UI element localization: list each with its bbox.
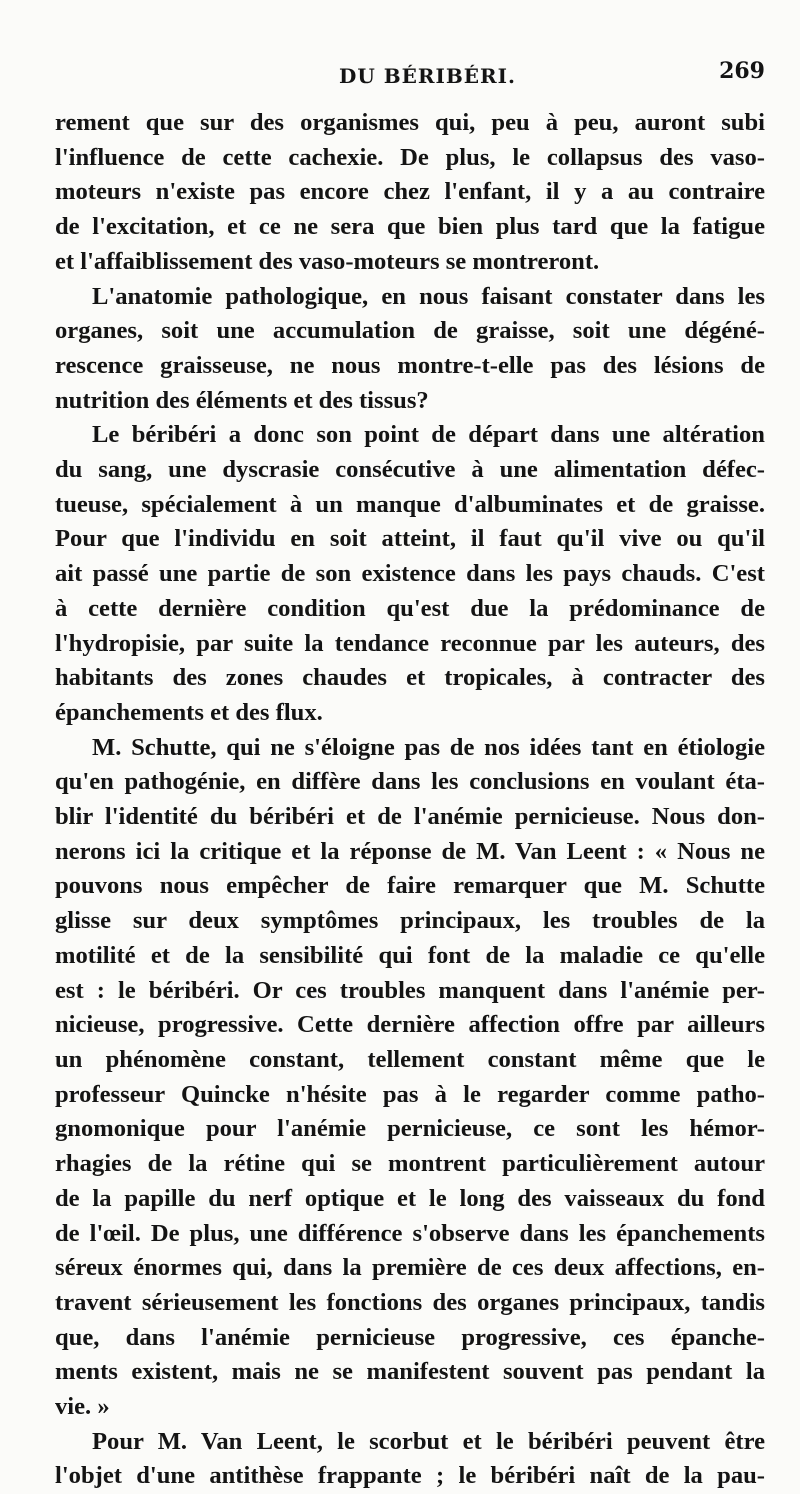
text-line: ait passé une partie de son existence dans les pays chauds. C'est [55, 560, 765, 588]
text-line: l'influence de cette cachexie. De plus, le collapsus des vaso- [55, 143, 765, 171]
text-line: professeur Quincke n'hésite pas à le regarder comme patho- [55, 1080, 765, 1108]
text-line: habitants des zones chaudes et tropicales, à contracter des [55, 664, 765, 692]
text-line: de la papille du nerf optique et le long des vaisseaux du fond [55, 1184, 765, 1212]
text-line: organes, soit une accumulation de graisse, soit une dégéné- [55, 317, 765, 345]
text-line: rement que sur des organismes qui, peu à peu, auront subi [55, 109, 765, 136]
text-line: est : le béribéri. Or ces troubles manquent dans l'anémie per- [55, 976, 765, 1004]
text-line: ments existent, mais ne se manifestent souvent pas pendant la [55, 1358, 765, 1386]
page-number: 269 [719, 58, 765, 84]
text-line: épanchements et des flux. [55, 698, 323, 726]
running-title: DU BÉRIBÉRI. [339, 64, 516, 88]
text-line: de l'excitation, et ce ne sera que bien plus tard que la fatigue [55, 213, 765, 241]
text-line: à cette dernière condition qu'est due la prédominance de [55, 594, 765, 622]
text-line: l'objet d'une antithèse frappante ; le béribéri naît de la pau- [55, 1462, 765, 1490]
text-line: nerons ici la critique et la réponse de M. Van Leent : « Nous ne [55, 837, 765, 865]
text-line: Pour que l'individu en soit atteint, il faut qu'il vive ou qu'il [55, 525, 765, 553]
text-line: vie. » [55, 1393, 110, 1421]
text-line: nutrition des éléments et des tissus? [55, 386, 429, 414]
body-text [55, 106, 765, 1494]
text-line: que, dans l'anémie pernicieuse progressive, ces épanche- [55, 1323, 765, 1351]
text-line: Le béribéri a donc son point de départ dans une altération [92, 421, 765, 449]
text-line: Pour M. Van Leent, le scorbut et le béribéri peuvent être [92, 1427, 765, 1455]
text-line: moteurs n'existe pas encore chez l'enfant, il y a au contraire [55, 178, 765, 206]
text-line: glisse sur deux symptômes principaux, les troubles de la [55, 907, 765, 935]
text-line: rescence graisseuse, ne nous montre-t-elle pas des lésions de [55, 351, 765, 379]
text-line: et l'affaiblissement des vaso-moteurs se montreront. [55, 247, 600, 275]
text-line: pouvons nous empêcher de faire remarquer que M. Schutte [55, 872, 765, 900]
page-header [55, 58, 770, 98]
text-line: blir l'identité du béribéri et de l'anémie pernicieuse. Nous don- [55, 803, 765, 831]
text-line: L'anatomie pathologique, en nous faisant constater dans les [92, 282, 765, 310]
text-line: nicieuse, progressive. Cette dernière affection offre par ailleurs [55, 1011, 765, 1039]
text-line: un phénomène constant, tellement constant même que le [55, 1045, 765, 1073]
text-line: motilité et de la sensibilité qui font de la maladie ce qu'elle [55, 941, 765, 969]
text-line: l'hydropisie, par suite la tendance reconnue par les auteurs, des [55, 629, 765, 657]
text-line: rhagies de la rétine qui se montrent particulièrement autour [55, 1150, 765, 1178]
text-line: séreux énormes qui, dans la première de ces deux affections, en- [55, 1254, 765, 1282]
text-line: gnomonique pour l'anémie pernicieuse, ce sont les hémor- [55, 1115, 765, 1143]
text-line: de l'œil. De plus, une différence s'observe dans les épanchements [55, 1219, 765, 1247]
text-line: M. Schutte, qui ne s'éloigne pas de nos idées tant en étiologie [92, 733, 765, 761]
text-line: travent sérieusement les fonctions des organes principaux, tandis [55, 1288, 765, 1316]
text-line: tueuse, spécialement à un manque d'albuminates et de graisse. [55, 490, 765, 518]
text-line: qu'en pathogénie, en diffère dans les conclusions en voulant éta- [55, 768, 765, 796]
text-line: du sang, une dyscrasie consécutive à une alimentation défec- [55, 456, 765, 484]
